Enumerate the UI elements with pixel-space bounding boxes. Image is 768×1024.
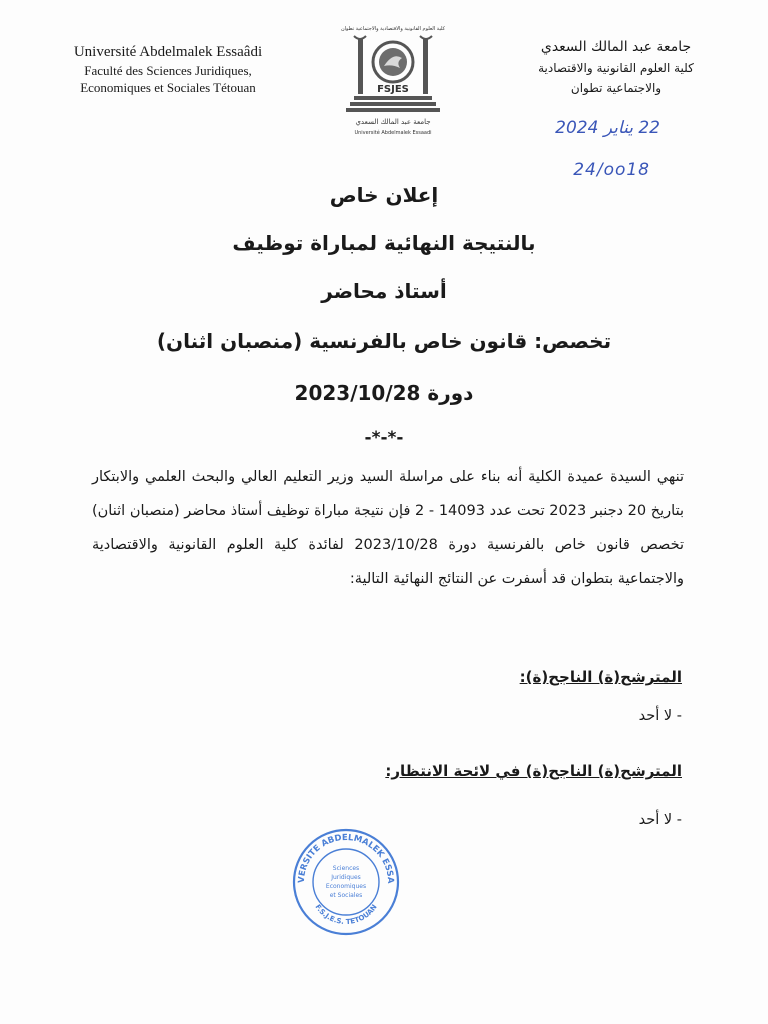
waiting-list-value: - لا أحد — [638, 812, 682, 828]
position-title: أستاذ محاضر — [321, 279, 447, 303]
announcement-subject: بالنتيجة النهائية لمباراة توظيف — [232, 231, 536, 255]
stamp-center-line-4: et Sociales — [329, 892, 363, 899]
stamp-center-line-2: Juridiques — [331, 874, 361, 881]
stamp-center-line-1: Sciences — [332, 865, 360, 872]
successful-candidates-heading: المترشح(ة) الناجح(ة): — [519, 668, 682, 686]
stamp-ring-text: VERSITE ABDELMALEK ESSA — [296, 832, 396, 884]
stamp-center-line-3: Economiques — [325, 883, 367, 890]
waiting-list-heading: المترشح(ة) الناجح(ة) في لائحة الانتظار: — [385, 762, 682, 780]
logo-top-text: كلية العلوم القانونية والاقتصادية والاجتماعية تطوان — [340, 26, 446, 32]
stamp-bottom-text: F.S.J.E.S. TETOUAN — [313, 903, 379, 927]
title-separator: -*-*- — [364, 428, 404, 448]
faculty-logo — [340, 22, 446, 140]
fsjes-logo-icon — [340, 22, 446, 140]
handwritten-date: 22 يناير 2024 — [555, 118, 660, 138]
university-name-fr: Université Abdelmalek Essaâdi — [73, 44, 263, 60]
faculty-name-ar-line1: كلية العلوم القانونية والاقتصادية — [538, 61, 694, 75]
announcement-body: تنهي السيدة عميدة الكلية أنه بناء على مراسلة السيد وزير التعليم العالي والبحث العلمي والابتكار بتاريخ 20 دجنبر 2023 تحت عدد 14093 - 2 فإن نتيجة مباراة توظيف أستاذ محاضر (منصبان اثنان) تخصص قانون خاص بالفرنسية دورة 2023/10/28 لفائدة كلية العلوم القانونية والاقتصادية والاجتماعية بتطوان قد أسفرت عن النتائج النهائية التالية: — [92, 469, 685, 587]
faculty-name-ar-line2: والاجتماعية تطوان — [570, 81, 662, 95]
handwritten-reference: 24/oo18 — [573, 160, 650, 180]
faculty-name-fr-line2: Economiques et Sociales Tétouan — [80, 80, 256, 95]
official-stamp — [290, 826, 402, 938]
header-french — [48, 42, 288, 96]
announcement-title: إعلان خاص — [329, 183, 439, 207]
stamp-seal-icon — [290, 826, 402, 938]
logo-bottom-text-ar: جامعة عبد المالك السعدي — [355, 118, 431, 126]
session-title: دورة 2023/10/28 — [294, 381, 474, 405]
header-arabic — [516, 36, 716, 98]
faculty-name-fr-line1: Faculté des Sciences Juridiques, — [84, 63, 252, 78]
logo-label: FSJES — [377, 84, 409, 95]
logo-bottom-text-fr: Université Abdelmalek Essaadi — [354, 130, 432, 136]
university-name-ar: جامعة عبد المالك السعدي — [540, 39, 692, 55]
successful-candidates-value: - لا أحد — [638, 708, 682, 724]
specialty-title: تخصص: قانون خاص بالفرنسية (منصبان اثنان) — [156, 329, 612, 353]
